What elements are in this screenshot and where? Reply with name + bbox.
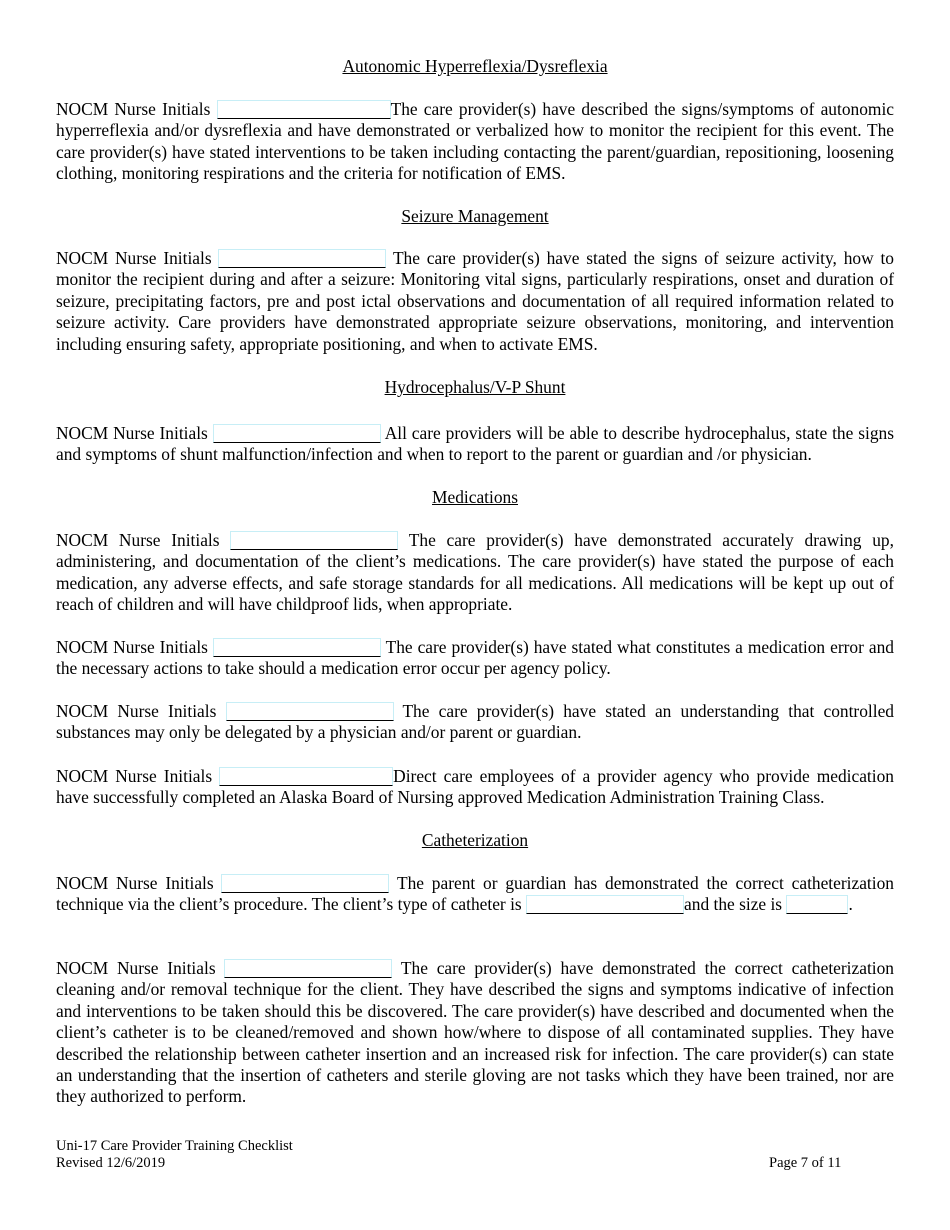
paragraph-text: The care provider(s) have described the signs/symptoms of autonomic hyperreflexia and/or dysreflexia and have demonstrated or verbalized how to monitor the recipient for this event. The care provider(s) have stated interventions to be taken including contacting the parent/guardian, repositioning, loosening clothing, monitoring respirations and the criteria for notification of EMS. bbox=[56, 99, 894, 184]
nurse-initials-field-4[interactable] bbox=[230, 531, 398, 550]
nurse-initials-field-2[interactable] bbox=[218, 249, 386, 268]
section-heading-seizure: Seizure Management bbox=[401, 206, 549, 226]
nurse-initials-field-5[interactable] bbox=[213, 638, 381, 657]
paragraph-catheterization-2 bbox=[56, 958, 894, 1108]
footer-revised: Revised 12/6/2019 bbox=[56, 1155, 166, 1171]
footer-left bbox=[56, 1138, 293, 1172]
paragraph-text: All care providers will be able to describe hydrocephalus, state the signs and symptoms of shunt malfunction/infection and when to report to the parent or guardian and /or physician. bbox=[56, 423, 894, 465]
nurse-initials-field-7[interactable] bbox=[219, 767, 393, 786]
paragraph-medications-1 bbox=[56, 530, 894, 616]
paragraph-catheterization-1 bbox=[56, 873, 894, 916]
footer-title: Uni-17 Care Provider Training Checklist bbox=[56, 1138, 293, 1154]
section-heading-catheterization: Catheterization bbox=[421, 830, 529, 850]
size-is-text: size is bbox=[739, 894, 783, 915]
nurse-initials-field-6[interactable] bbox=[226, 702, 394, 721]
paragraph-medications-3 bbox=[56, 701, 894, 744]
paragraph-text: The parent or guardian has demonstrated the correct catheterization technique via the client’s procedure. The client’s type of catheter is bbox=[56, 873, 894, 915]
nurse-initials-label: NOCM Nurse Initials bbox=[56, 701, 217, 721]
catheter-size-field[interactable] bbox=[786, 895, 848, 914]
section-heading-autonomic: Autonomic Hyperreflexia/Dysreflexia bbox=[342, 56, 608, 76]
nurse-initials-label: NOCM Nurse Initials bbox=[56, 99, 211, 119]
nurse-initials-field-3[interactable] bbox=[213, 424, 381, 443]
nurse-initials-label: NOCM Nurse Initials bbox=[56, 873, 214, 893]
nurse-initials-label: NOCM Nurse Initials bbox=[56, 637, 208, 657]
footer-page-number: Page 7 of 11 bbox=[769, 1155, 842, 1171]
nurse-initials-label: NOCM Nurse Initials bbox=[56, 423, 208, 443]
section-heading-medications: Medications bbox=[432, 487, 518, 507]
paragraph-text: The care provider(s) have stated what constitutes a medication error and the necessary actions to take should a medication error occur per agency policy. bbox=[56, 637, 894, 679]
nurse-initials-field-1[interactable] bbox=[217, 100, 391, 119]
paragraph-medications-4 bbox=[56, 766, 894, 809]
paragraph-text: The care provider(s) have demonstrated the correct catheterization cleaning and/or removal technique for the client. They have described the signs and symptoms indicative of infection and interventions to be taken should this be discovered. The care provider(s) have described and documented when the client’s catheter is to be cleaned/removed and shown how/where to dispose of all contaminated supplies. They have described the relationship between catheter insertion and an increased risk for infection. The care provider(s) can state an understanding that the insertion of catheters and sterile gloving are not tasks which they have been trained, nor are they authorized to perform. bbox=[56, 958, 894, 1107]
paragraph-medications-2 bbox=[56, 637, 894, 680]
nurse-initials-label: NOCM Nurse Initials bbox=[56, 766, 213, 786]
nurse-initials-label: NOCM Nurse Initials bbox=[56, 248, 212, 268]
section-heading-hydrocephalus: Hydrocephalus/V-P Shunt bbox=[384, 377, 566, 397]
paragraph-autonomic bbox=[56, 99, 894, 185]
paragraph-text: The care provider(s) have stated the signs of seizure activity, how to monitor the recipient during and after a seizure: Monitoring vital signs, particularly respirations, onset and duration of seizure, precipitating factors, pre and post ictal observations and documentation of all required information related to seizure activity. Care providers have demonstrated appropriate seizure observations, monitoring, and intervention including ensuring safety, appropriate positioning, and when to activate EMS. bbox=[56, 248, 894, 354]
paragraph-hydrocephalus bbox=[56, 423, 894, 466]
period-text: . bbox=[848, 894, 853, 915]
nurse-initials-field-9[interactable] bbox=[224, 959, 392, 978]
nurse-initials-label: NOCM Nurse Initials bbox=[56, 958, 216, 978]
paragraph-text: Direct care employees of a provider agency who provide medication have successfully completed an Alaska Board of Nursing approved Medication Administration Training Class. bbox=[56, 766, 894, 808]
nurse-initials-field-8[interactable] bbox=[221, 874, 389, 893]
paragraph-text: The care provider(s) have demonstrated accurately drawing up, administering, and documentation of the client’s medications. The care provider(s) have stated the purpose of each medication, any adverse effects, and safe storage standards for all medications. All medications will be kept up out of reach of children and will have childproof lids, when appropriate. bbox=[56, 530, 894, 615]
and-the-text: and the bbox=[684, 894, 735, 915]
paragraph-text: The care provider(s) have stated an understanding that controlled substances may only be delegated by a physician and/or parent or guardian. bbox=[56, 701, 894, 743]
paragraph-seizure bbox=[56, 248, 894, 355]
catheter-type-field[interactable] bbox=[526, 895, 684, 914]
nurse-initials-label: NOCM Nurse Initials bbox=[56, 530, 220, 550]
